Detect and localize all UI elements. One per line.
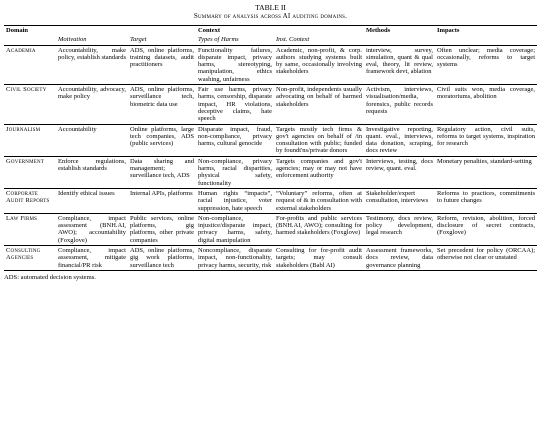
cell-impacts: Monetary penalties, standard-setting — [435, 156, 537, 188]
cell-motivation: Accountability, advocacy, make policy — [56, 85, 128, 124]
subheader-motivation: Motivation — [56, 35, 128, 45]
cell-domain: Civil Society — [4, 85, 56, 124]
cell-harms: Noncompliance, disparate impact, non-functionality, privacy harms, security, risk — [198, 247, 272, 269]
cell-inst: Targets companies and gov't agencies; may or may not have enforcement authority — [274, 156, 364, 188]
cell-target: ADS, online platforms, surveillance tech, biometric data use — [128, 85, 196, 124]
cell-impacts: Set precedent for policy (ORCAA); otherwise not clear or unstated — [435, 246, 537, 271]
cell-domain: Corporate Audit Reports — [4, 188, 56, 213]
cell-motivation: Accountability — [56, 124, 128, 156]
header-methods: Methods — [364, 26, 435, 36]
cell-harms: Non-compliance, privacy harms, racial disparities, physical safety, functionality — [198, 157, 272, 187]
cell-domain: Consulting Agencies — [4, 246, 56, 271]
cell-inst: Academic, non-profit, & corp. authors studying systems built by same, occasionally involving stakeholders — [276, 46, 362, 76]
cell-inst: “Voluntary” reforms, often at request of & in consultation with external stakeholders — [276, 189, 362, 212]
table-row — [4, 188, 537, 213]
table-row — [4, 213, 537, 245]
subheader-empty-impacts — [435, 35, 537, 45]
header-domain: Domain — [4, 26, 56, 36]
cell-motivation: Compliance, impact assessment (BNH.AI, AWO); accountability (Foxglove) — [58, 214, 126, 244]
cell-impacts: Reforms to practices, commitments to future changes — [435, 188, 537, 213]
cell-impacts: Civil suits won, media coverage, moratoriums, abolition — [435, 85, 537, 124]
header-impacts: Impacts — [435, 26, 537, 36]
cell-domain: Law Firms — [4, 213, 56, 245]
subheader-target: Target — [128, 35, 196, 45]
subheader-empty-domain — [4, 35, 56, 45]
table-row — [4, 246, 537, 271]
cell-target: Public services, online platforms, gig platforms, other private companies — [130, 214, 194, 244]
cell-harms: Fair use harms, privacy harms, censorship, disparate impact, HR violations, deceptive claims, hate speech — [198, 86, 272, 123]
cell-methods: Investigative reporting, quant. eval., interviews, data donation, scraping, docs review — [366, 125, 433, 155]
audit-domains-table — [4, 25, 537, 271]
cell-methods: Interviews, testing, docs review, quant. eval. — [364, 156, 435, 188]
table-row — [4, 85, 537, 124]
cell-methods: Activism, interviews, visualisation/media, forensics, public records requests — [364, 85, 435, 124]
cell-target: ADS, online platforms, gig work platforms, surveillance tech — [130, 247, 194, 269]
cell-harms: Disparate impact, fraud, non-compliance, privacy harms, cultural genocide — [196, 124, 274, 156]
cell-domain: Government — [4, 156, 56, 188]
cell-methods: Assessment frameworks, docs review, data governance planning — [366, 247, 433, 269]
cell-impacts: Reform, revision, abolition, forced disclosure of secret contracts, (Foxglove) — [435, 213, 537, 245]
table-row — [4, 124, 537, 156]
table-row — [4, 156, 537, 188]
header-context: Context — [196, 26, 364, 36]
header-empty-motivation — [56, 26, 128, 36]
cell-motivation: Compliance, impact assessment, mitigate financial/PR risk — [58, 247, 126, 269]
cell-methods: Stakeholder/expert consultation, interviews — [364, 188, 435, 213]
cell-methods: interview, survey, simulation, quant & qual eval, theory, lit review, framework devt, ablation — [366, 46, 433, 76]
header-empty-target — [128, 26, 196, 36]
cell-methods: Testimony, docs review, policy development, legal research — [364, 213, 435, 245]
cell-motivation: Identify ethical issues — [56, 188, 128, 213]
table-number: TABLE II — [255, 3, 286, 12]
subheader-empty-methods — [364, 35, 435, 45]
cell-inst: Consulting for for-profit audit targets; may consult stakeholders (Babl AI) — [276, 247, 362, 269]
subheader-inst-context: Inst. Context — [274, 35, 364, 45]
table-row — [4, 45, 537, 84]
cell-harms: Non-compliance, injustice/disparate impact, privacy harms, safety, digital manipulation — [198, 214, 272, 244]
cell-inst: Non-profit, independents usually advocating on behalf of harmed stakeholders — [274, 85, 364, 124]
table-footnote: ADS: automated decision systems. — [4, 273, 96, 281]
cell-target: Internal APIs, platforms — [128, 188, 196, 213]
table-caption: Summary of analysis across AI auditing domains. — [193, 12, 348, 20]
table-body — [4, 45, 537, 270]
cell-harms: Functionality failures, disparate impact, privacy harms, stereotyping, manipulation, ethics washing, unfairness — [198, 46, 272, 83]
cell-impacts: Often unclear; media coverage; occasionally, reforms to target systems — [437, 46, 535, 69]
cell-inst: For-profits and public services (BNH.AI, AWO); consulting for harmed stakeholders (Foxglove) — [274, 213, 364, 245]
cell-domain: Academia — [6, 46, 36, 54]
cell-harms: Human rights “impacts”, racial injustice, voter suppression, hate speech — [198, 189, 272, 212]
cell-domain: Journalism — [4, 124, 56, 156]
cell-target: Data sharing and management; surveillance tech, ADS — [128, 156, 196, 188]
cell-target: ADS, online platforms, training datasets, audit practitioners — [130, 46, 194, 69]
subheader-harms: Types of Harms — [196, 35, 274, 45]
cell-target: Online platforms, large tech companies, ADS (public services) — [128, 124, 196, 156]
cell-inst: Targets mostly tech firms & gov't agencies on behalf of /in consultation with public; funded by foundt'ns/private donors — [276, 125, 362, 155]
cell-motivation: Accountability, make policy, establish standards — [58, 46, 126, 61]
cell-motivation: Enforce regulations, establish standards — [56, 156, 128, 188]
cell-impacts: Regulatory action, civil suits, reforms to target systems, inspiration for research — [435, 124, 537, 156]
